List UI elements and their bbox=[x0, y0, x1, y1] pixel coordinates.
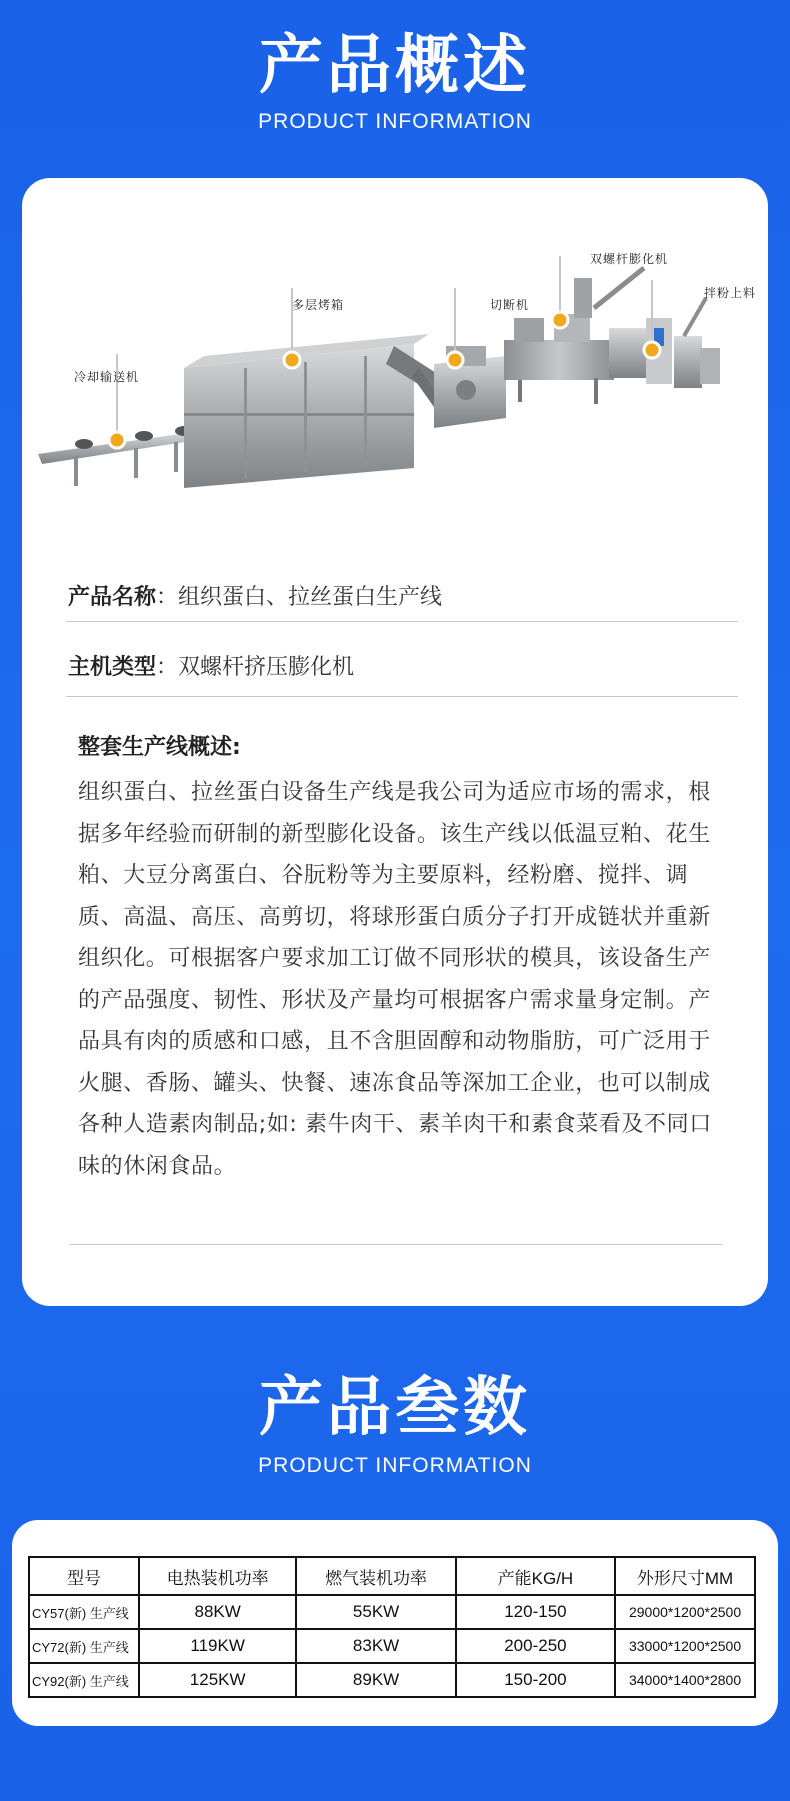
cell-gas-power: 89KW bbox=[296, 1663, 455, 1697]
summary-title: 整套生产线概述: bbox=[78, 735, 241, 760]
cell-dimensions: 29000*1200*2500 bbox=[615, 1595, 755, 1629]
product-name-value: ：组织蛋白、拉丝蛋白生产线 bbox=[156, 585, 443, 610]
divider-2 bbox=[66, 696, 738, 697]
host-type-row bbox=[68, 650, 718, 681]
cell-dimensions: 34000*1400*2800 bbox=[615, 1663, 755, 1697]
params-header bbox=[0, 1371, 790, 1478]
twin-screw-extruder-image bbox=[504, 268, 672, 404]
params-title: 产品叁数 bbox=[259, 1371, 531, 1445]
table-row bbox=[29, 1595, 755, 1629]
summary-text: 组织蛋白、拉丝蛋白设备生产线是我公司为适应市场的需求，根据多年经验而研制的新型膨化设备。该生产线以低温豆粕、花生粕、大豆分离蛋白、谷朊粉等为主要原料，经粉磨、搅拌、调质、高温、高压、高剪切，将球形蛋白质分子打开成链状并重新组织化。可根据客户要求加工订做不同形状的模具，该设备生产的产品强度、韧性、形状及产量均可根据客户需求量身定制。产品具有肉的质感和口感，且不含胆固醇和动物脂肪，可广泛用于火腿、香肠、罐头、快餐、速冻食品等深加工企业，也可以制成各种人造素肉制品;如: 素牛肉干、素羊肉干和素食菜看及不同口味的休闲食品。 bbox=[78, 780, 712, 1179]
params-subtitle: PRODUCT INFORMATION bbox=[258, 1454, 532, 1477]
cell-electric-power: 119KW bbox=[139, 1629, 296, 1663]
cell-electric-power: 125KW bbox=[139, 1663, 296, 1697]
overview-title: 产品概述 bbox=[259, 29, 531, 103]
label-mixer-feeder: 拌粉上料 bbox=[704, 286, 757, 300]
overview-card bbox=[22, 178, 768, 1306]
cell-model: CY92(新) 生产线 bbox=[29, 1663, 139, 1697]
overview-header bbox=[0, 29, 790, 134]
cell-dimensions: 33000*1200*2500 bbox=[615, 1629, 755, 1663]
product-name-label: 产品名称 bbox=[68, 585, 157, 610]
host-type-value: ：双螺杆挤压膨化机 bbox=[156, 655, 355, 680]
table-header-row bbox=[29, 1557, 755, 1595]
header-gas-power: 燃气装机功率 bbox=[296, 1557, 455, 1595]
header-dimensions: 外形尺寸MM bbox=[615, 1557, 755, 1595]
cell-electric-power: 88KW bbox=[139, 1595, 296, 1629]
label-multi-layer-oven: 多层烤箱 bbox=[292, 298, 345, 312]
header-model: 型号 bbox=[29, 1557, 139, 1595]
header-electric-power: 电热装机功率 bbox=[139, 1557, 296, 1595]
cell-model: CY57(新) 生产线 bbox=[29, 1595, 139, 1629]
overview-subtitle: PRODUCT INFORMATION bbox=[258, 110, 532, 133]
table-row bbox=[29, 1663, 755, 1697]
cell-capacity: 150-200 bbox=[456, 1663, 615, 1697]
cell-gas-power: 55KW bbox=[296, 1595, 455, 1629]
divider-1 bbox=[66, 621, 738, 622]
params-table bbox=[28, 1556, 756, 1698]
multi-layer-oven-image bbox=[184, 334, 454, 488]
cell-capacity: 120-150 bbox=[456, 1595, 615, 1629]
cell-capacity: 200-250 bbox=[456, 1629, 615, 1663]
table-row bbox=[29, 1629, 755, 1663]
header-capacity: 产能KG/H bbox=[456, 1557, 615, 1595]
label-cooling-conveyor: 冷却输送机 bbox=[74, 370, 140, 384]
label-cutting-machine: 切断机 bbox=[490, 298, 530, 312]
divider-3 bbox=[70, 1244, 722, 1245]
mixer-feeder-image bbox=[674, 298, 720, 388]
host-type-label: 主机类型 bbox=[68, 655, 157, 680]
cell-model: CY72(新) 生产线 bbox=[29, 1629, 139, 1663]
params-card bbox=[12, 1520, 778, 1726]
label-twin-screw-extruder: 双螺杆膨化机 bbox=[590, 252, 669, 266]
cutting-machine-image bbox=[434, 346, 506, 428]
product-name-row bbox=[68, 580, 718, 611]
cell-gas-power: 83KW bbox=[296, 1629, 455, 1663]
